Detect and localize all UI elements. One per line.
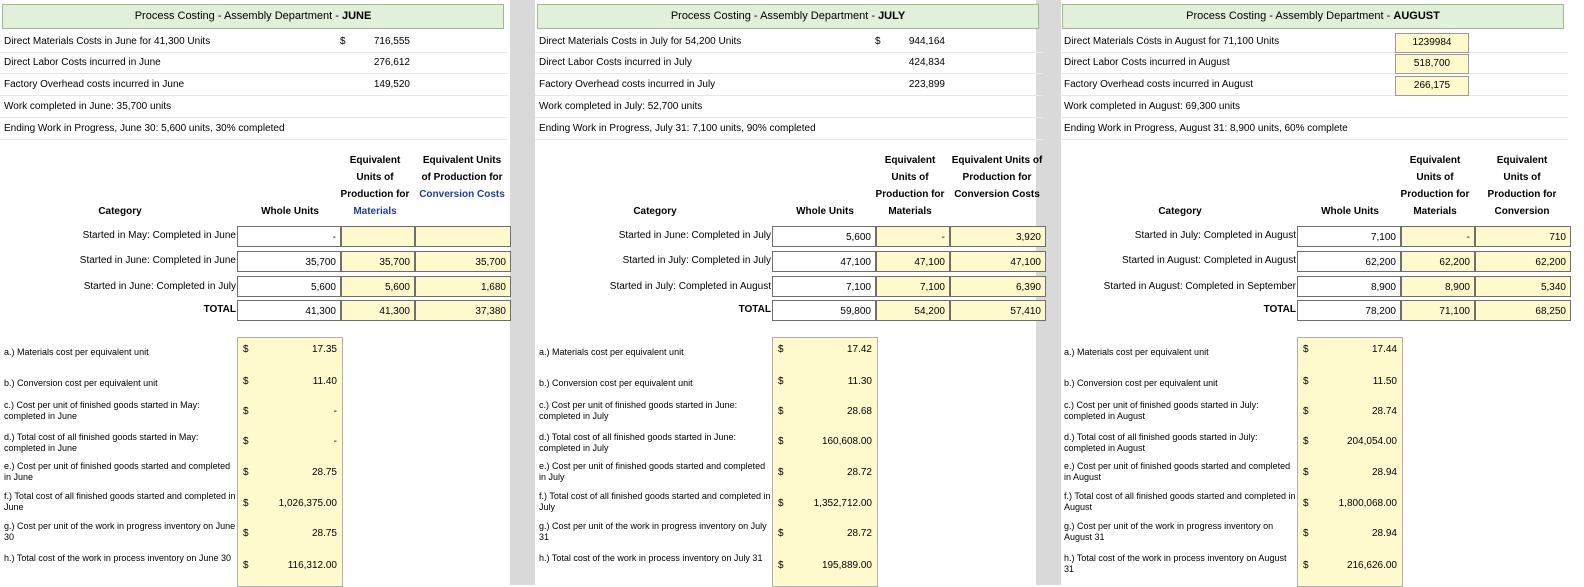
conversion-units-cell[interactable]: 710	[1475, 226, 1571, 247]
conversion-units-cell[interactable]: 1,680	[415, 276, 511, 297]
header-line: Materials	[1413, 206, 1457, 217]
currency-symbol: $	[243, 376, 249, 387]
question: c.) Cost per unit of finished goods started in May: completed in June	[4, 400, 200, 421]
answer-value[interactable]: 11.40	[312, 376, 337, 387]
header-line: Materials	[353, 206, 397, 217]
question: e.) Cost per unit of finished goods started and completed in June	[4, 461, 231, 482]
header-line: Units of	[1416, 172, 1454, 183]
question: g.) Cost per unit of the work in progress inventory on July 31	[539, 521, 767, 542]
question: f.) Total cost of all finished goods started and completed in July	[539, 491, 771, 512]
conversion-units-cell[interactable]: 35,700	[415, 251, 511, 272]
whole-units-cell[interactable]: 7,100	[772, 276, 876, 297]
info-label: Direct Materials Costs in August for 71,100 Units	[1064, 36, 1280, 47]
currency-symbol: $	[243, 498, 249, 509]
conversion-units-cell[interactable]: 62,200	[1475, 251, 1571, 272]
header-line: Equivalent	[884, 155, 936, 166]
materials-units-cell[interactable]: 5,600	[341, 276, 415, 297]
conversion-units-cell[interactable]: 5,340	[1475, 276, 1571, 297]
materials-header	[335, 152, 415, 220]
currency-symbol: $	[340, 36, 346, 47]
answer-value[interactable]: -	[333, 436, 337, 447]
currency-symbol: $	[1303, 467, 1309, 478]
category-label: TOTAL	[738, 304, 771, 315]
category-label: Started in May: Completed in June	[82, 230, 236, 241]
question: b.) Conversion cost per equivalent unit	[4, 378, 158, 388]
category-label: TOTAL	[1263, 304, 1296, 315]
whole-units-cell[interactable]: 41,300	[237, 300, 341, 321]
materials-header	[870, 152, 950, 220]
question: e.) Cost per unit of finished goods started and completed in July	[539, 461, 766, 482]
info-row[interactable]	[0, 32, 508, 53]
currency-symbol: $	[778, 528, 784, 539]
question: c.) Cost per unit of finished goods started in July: completed in August	[1064, 400, 1259, 421]
answer-value[interactable]: 1,026,375.00	[278, 498, 337, 509]
info-row[interactable]	[0, 53, 508, 74]
currency-symbol: $	[778, 344, 784, 355]
currency-symbol: $	[243, 467, 249, 478]
header-line: Equivalent Units	[422, 155, 502, 166]
conversion-units-cell[interactable]: 68,250	[1475, 300, 1571, 321]
question: b.) Conversion cost per equivalent unit	[1064, 378, 1218, 388]
category-header: Category	[633, 206, 677, 217]
question: d.) Total cost of all finished goods started in July: completed in August	[1064, 432, 1258, 453]
category-label: Started in June: Completed in July	[618, 230, 771, 241]
materials-units-cell[interactable]	[341, 226, 415, 247]
answer-value[interactable]: 28.75	[311, 528, 337, 539]
whole-units-cell[interactable]: 5,600	[237, 276, 341, 297]
answer-value[interactable]: 28.94	[1371, 528, 1397, 539]
category-header: Category	[1158, 206, 1202, 217]
question: h.) Total cost of the work in process inventory on July 31	[539, 553, 763, 563]
info-row[interactable]	[1060, 97, 1568, 118]
conversion-units-cell[interactable]: 6,390	[950, 276, 1046, 297]
whole-units-cell[interactable]: 62,200	[1297, 251, 1401, 272]
info-value[interactable]: 716,555	[373, 36, 410, 47]
info-label: Direct Materials Costs in July for 54,200 Units	[539, 36, 742, 47]
currency-symbol: $	[778, 498, 784, 509]
materials-units-cell[interactable]: 41,300	[341, 300, 415, 321]
category-label: Started in August: Completed in August	[1122, 255, 1296, 266]
info-label: Direct Labor Costs incurred in July	[539, 57, 692, 68]
answer-value[interactable]: -	[333, 406, 337, 417]
materials-units-cell[interactable]: 7,100	[876, 276, 950, 297]
info-value[interactable]: 223,899	[908, 79, 945, 90]
materials-units-cell[interactable]: 8,900	[1401, 276, 1475, 297]
panel-title	[1062, 4, 1564, 29]
currency-symbol: $	[243, 528, 249, 539]
whole-units-cell[interactable]: 35,700	[237, 251, 341, 272]
category-label: Started in August: Completed in September	[1103, 281, 1296, 292]
header-line: Equivalent	[349, 155, 401, 166]
header-line: Conversion Costs	[419, 189, 505, 200]
currency-symbol: $	[243, 406, 249, 417]
conversion-units-cell[interactable]: 57,410	[950, 300, 1046, 321]
whole-units-cell[interactable]: -	[237, 226, 341, 247]
conversion-header	[947, 152, 1047, 203]
question: g.) Cost per unit of the work in progress inventory on June 30	[4, 521, 236, 542]
panel-title-month: JULY	[878, 10, 906, 22]
question: a.) Materials cost per equivalent unit	[539, 347, 684, 357]
month-panel-2	[535, 0, 1043, 585]
question: a.) Materials cost per equivalent unit	[4, 347, 149, 357]
answer-value[interactable]: 17.35	[311, 344, 337, 355]
whole-units-cell[interactable]: 5,600	[772, 226, 876, 247]
info-row[interactable]	[0, 75, 508, 96]
currency-symbol: $	[1303, 528, 1309, 539]
info-label: Factory Overhead costs incurred in July	[539, 79, 716, 90]
question: c.) Cost per unit of finished goods started in June: completed in July	[539, 400, 738, 421]
header-line: Conversion Costs	[954, 189, 1040, 200]
info-label: Direct Materials Costs in June for 41,300 Units	[4, 36, 211, 47]
header-line: Equivalent Units of	[951, 155, 1043, 166]
materials-units-cell[interactable]: 71,100	[1401, 300, 1475, 321]
conversion-units-cell[interactable]: 3,920	[950, 226, 1046, 247]
panel-title	[537, 4, 1039, 29]
info-value[interactable]: 149,520	[373, 79, 410, 90]
info-row[interactable]	[535, 97, 1043, 118]
panel-title-prefix: Process Costing - Assembly Department -	[134, 10, 342, 22]
panel-title-prefix: Process Costing - Assembly Department -	[1186, 10, 1394, 22]
category-label: Started in June: Completed in June	[79, 255, 236, 266]
conversion-units-cell[interactable]: 47,100	[950, 251, 1046, 272]
header-line: Units of	[891, 172, 929, 183]
answer-value[interactable]: 204,054.00	[1346, 436, 1397, 447]
info-row[interactable]	[535, 53, 1043, 74]
category-label: Started in June: Completed in July	[83, 281, 236, 292]
question: d.) Total cost of all finished goods started in May: completed in June	[4, 432, 199, 453]
header-line: Units of	[356, 172, 394, 183]
panel-title	[2, 4, 504, 29]
category-label: Started in July: Completed in August	[609, 281, 771, 292]
currency-symbol: $	[243, 344, 249, 355]
info-label: Ending Work in Progress, August 31: 8,900 units, 60% complete	[1064, 123, 1348, 134]
question: f.) Total cost of all finished goods started and completed in August	[1064, 491, 1296, 512]
info-label: Ending Work in Progress, July 31: 7,100 units, 90% completed	[539, 123, 816, 134]
currency-symbol: $	[778, 406, 784, 417]
answer-value[interactable]: 160,608.00	[821, 436, 872, 447]
question: d.) Total cost of all finished goods started in June: completed in July	[539, 432, 736, 453]
conversion-units-cell[interactable]	[415, 226, 511, 247]
answer-value[interactable]: 28.68	[846, 406, 872, 417]
month-panel-3	[1060, 0, 1568, 585]
info-row[interactable]	[1060, 53, 1568, 74]
info-value[interactable]: 518,700	[1395, 54, 1469, 74]
whole-units-header: Whole Units	[796, 206, 854, 217]
currency-symbol: $	[1303, 406, 1309, 417]
header-line: Conversion	[1494, 206, 1550, 217]
whole-units-cell[interactable]: 59,800	[772, 300, 876, 321]
answer-value[interactable]: 28.75	[311, 467, 337, 478]
answer-value[interactable]: 28.74	[1371, 406, 1397, 417]
header-line: Equivalent	[1496, 155, 1548, 166]
currency-symbol: $	[1303, 436, 1309, 447]
conversion-units-cell[interactable]: 37,380	[415, 300, 511, 321]
info-label: Factory Overhead costs incurred in August	[1064, 79, 1253, 90]
currency-symbol: $	[1303, 344, 1309, 355]
info-row[interactable]	[535, 32, 1043, 53]
answer-value[interactable]: 1,352,712.00	[813, 498, 872, 509]
header-line: Units of	[1503, 172, 1541, 183]
conversion-header	[1472, 152, 1572, 220]
category-header: Category	[98, 206, 142, 217]
currency-symbol: $	[778, 376, 784, 387]
currency-symbol: $	[778, 467, 784, 478]
currency-symbol: $	[778, 436, 784, 447]
currency-symbol: $	[875, 36, 881, 47]
whole-units-header: Whole Units	[1321, 206, 1379, 217]
info-label: Direct Labor Costs incurred in June	[4, 57, 161, 68]
info-value[interactable]: 266,175	[1395, 76, 1469, 96]
whole-units-cell[interactable]: 8,900	[1297, 276, 1401, 297]
info-row[interactable]	[535, 75, 1043, 96]
whole-units-cell[interactable]: 7,100	[1297, 226, 1401, 247]
header-line: Production for	[962, 172, 1032, 183]
panel-title-month: JUNE	[341, 10, 372, 22]
info-row[interactable]	[1060, 75, 1568, 96]
currency-symbol: $	[243, 436, 249, 447]
answer-value[interactable]: 28.72	[846, 467, 872, 478]
header-line: Production for	[875, 189, 945, 200]
materials-units-cell[interactable]: -	[876, 226, 950, 247]
panel-title-prefix: Process Costing - Assembly Department -	[670, 10, 879, 22]
category-label: Started in July: Completed in July	[622, 255, 771, 266]
month-panel-1	[0, 0, 508, 585]
header-line: Production for	[1400, 189, 1470, 200]
answer-value[interactable]: 28.72	[846, 528, 872, 539]
header-line: Production for	[1487, 189, 1557, 200]
whole-units-cell[interactable]: 47,100	[772, 251, 876, 272]
currency-symbol: $	[1303, 560, 1309, 571]
info-label: Work completed in July: 52,700 units	[539, 101, 703, 112]
currency-symbol: $	[1303, 498, 1309, 509]
materials-header	[1395, 152, 1475, 220]
info-row[interactable]	[535, 119, 1043, 140]
info-value[interactable]: 1239984	[1395, 33, 1469, 53]
column-separator	[510, 0, 535, 585]
answer-value[interactable]: 17.44	[1371, 344, 1397, 355]
currency-symbol: $	[1303, 376, 1309, 387]
header-line: Materials	[888, 206, 932, 217]
question: h.) Total cost of the work in process inventory on August 31	[1064, 553, 1287, 574]
header-line: Equivalent	[1409, 155, 1461, 166]
question: f.) Total cost of all finished goods started and completed in June	[4, 491, 236, 512]
materials-units-cell[interactable]: 62,200	[1401, 251, 1475, 272]
materials-units-cell[interactable]: 54,200	[876, 300, 950, 321]
materials-units-cell[interactable]: 47,100	[876, 251, 950, 272]
info-label: Work completed in June: 35,700 units	[4, 101, 172, 112]
info-label: Factory Overhead costs incurred in June	[4, 79, 185, 90]
info-row[interactable]	[0, 97, 508, 118]
currency-symbol: $	[778, 560, 784, 571]
question: g.) Cost per unit of the work in progress inventory on August 31	[1064, 521, 1274, 542]
panel-title-month: AUGUST	[1393, 10, 1440, 22]
question: a.) Materials cost per equivalent unit	[1064, 347, 1209, 357]
conversion-header	[412, 152, 512, 203]
whole-units-cell[interactable]: 78,200	[1297, 300, 1401, 321]
header-line: Production for	[340, 189, 410, 200]
materials-units-cell[interactable]: 35,700	[341, 251, 415, 272]
answer-value[interactable]: 216,626.00	[1346, 560, 1397, 571]
answer-value[interactable]: 28.94	[1371, 467, 1397, 478]
whole-units-header: Whole Units	[261, 206, 319, 217]
answer-value[interactable]: 195,889.00	[821, 560, 872, 571]
currency-symbol: $	[243, 560, 249, 571]
header-line: of Production for	[421, 172, 503, 183]
info-value[interactable]: 944,164	[908, 36, 945, 47]
info-row[interactable]	[1060, 119, 1568, 140]
question: e.) Cost per unit of finished goods started and completed in August	[1064, 461, 1291, 482]
info-label: Direct Labor Costs incurred in August	[1064, 57, 1230, 68]
question: h.) Total cost of the work in process inventory on June 30	[4, 553, 231, 563]
answer-value[interactable]: 116,312.00	[287, 560, 337, 571]
info-label: Work completed in August: 69,300 units	[1064, 101, 1241, 112]
info-row[interactable]	[0, 119, 508, 140]
answer-value[interactable]: 11.50	[1372, 376, 1397, 387]
answer-value[interactable]: 1,800,068.00	[1338, 498, 1397, 509]
category-label: Started in July: Completed in August	[1134, 230, 1296, 241]
info-row[interactable]	[1060, 32, 1568, 53]
answer-value[interactable]: 11.30	[847, 376, 872, 387]
question: b.) Conversion cost per equivalent unit	[539, 378, 693, 388]
answer-value[interactable]: 17.42	[846, 344, 872, 355]
materials-units-cell[interactable]: -	[1401, 226, 1475, 247]
info-label: Ending Work in Progress, June 30: 5,600 units, 30% completed	[4, 123, 285, 134]
info-value[interactable]: 276,612	[373, 57, 410, 68]
info-value[interactable]: 424,834	[908, 57, 945, 68]
category-label: TOTAL	[203, 304, 236, 315]
